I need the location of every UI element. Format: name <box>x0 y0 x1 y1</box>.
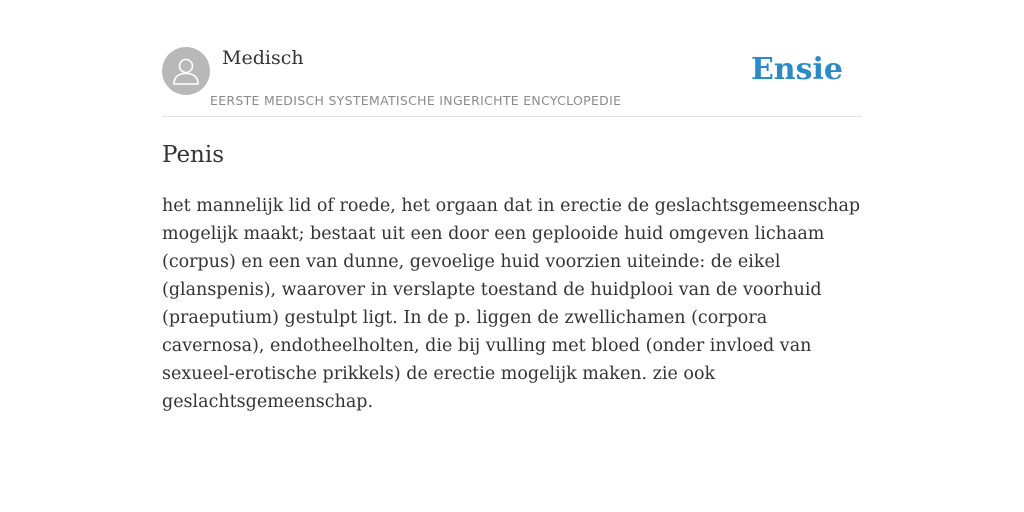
end-punctuation: . <box>367 392 374 412</box>
site-header <box>162 46 862 117</box>
avatar[interactable] <box>162 47 210 95</box>
see-also-link[interactable]: geslachtsgemeenschap <box>162 392 368 412</box>
brand-logo[interactable]: Ensie <box>750 52 843 87</box>
article-text: het mannelijk lid of roede, het orgaan dat in erectie de geslachtsgemeenschap mogelijk maakt; bestaat uit een door een geplooide huid omgeven lichaam (corpus) en een van dunne, gevoelige huid voorzien uiteinde: de eikel (glanspenis), waarover in verslapte toestand de huidplooi van de voorhuid (praeputium) gestulpt ligt. In de p. liggen de zwellichamen (corpora cavernosa), endotheelholten, die bij vulling met bloed (onder invloed van sexueel-erotische prikkels) de erectie mogelijk maken. zie ook <box>162 196 861 384</box>
user-icon <box>162 47 210 95</box>
site-tagline: EERSTE MEDISCH SYSTEMATISCHE INGERICHTE ENCYCLOPEDIE <box>210 93 622 108</box>
page-title: Penis <box>162 142 225 168</box>
site-name[interactable]: Medisch <box>222 47 304 69</box>
article-body <box>162 192 862 416</box>
